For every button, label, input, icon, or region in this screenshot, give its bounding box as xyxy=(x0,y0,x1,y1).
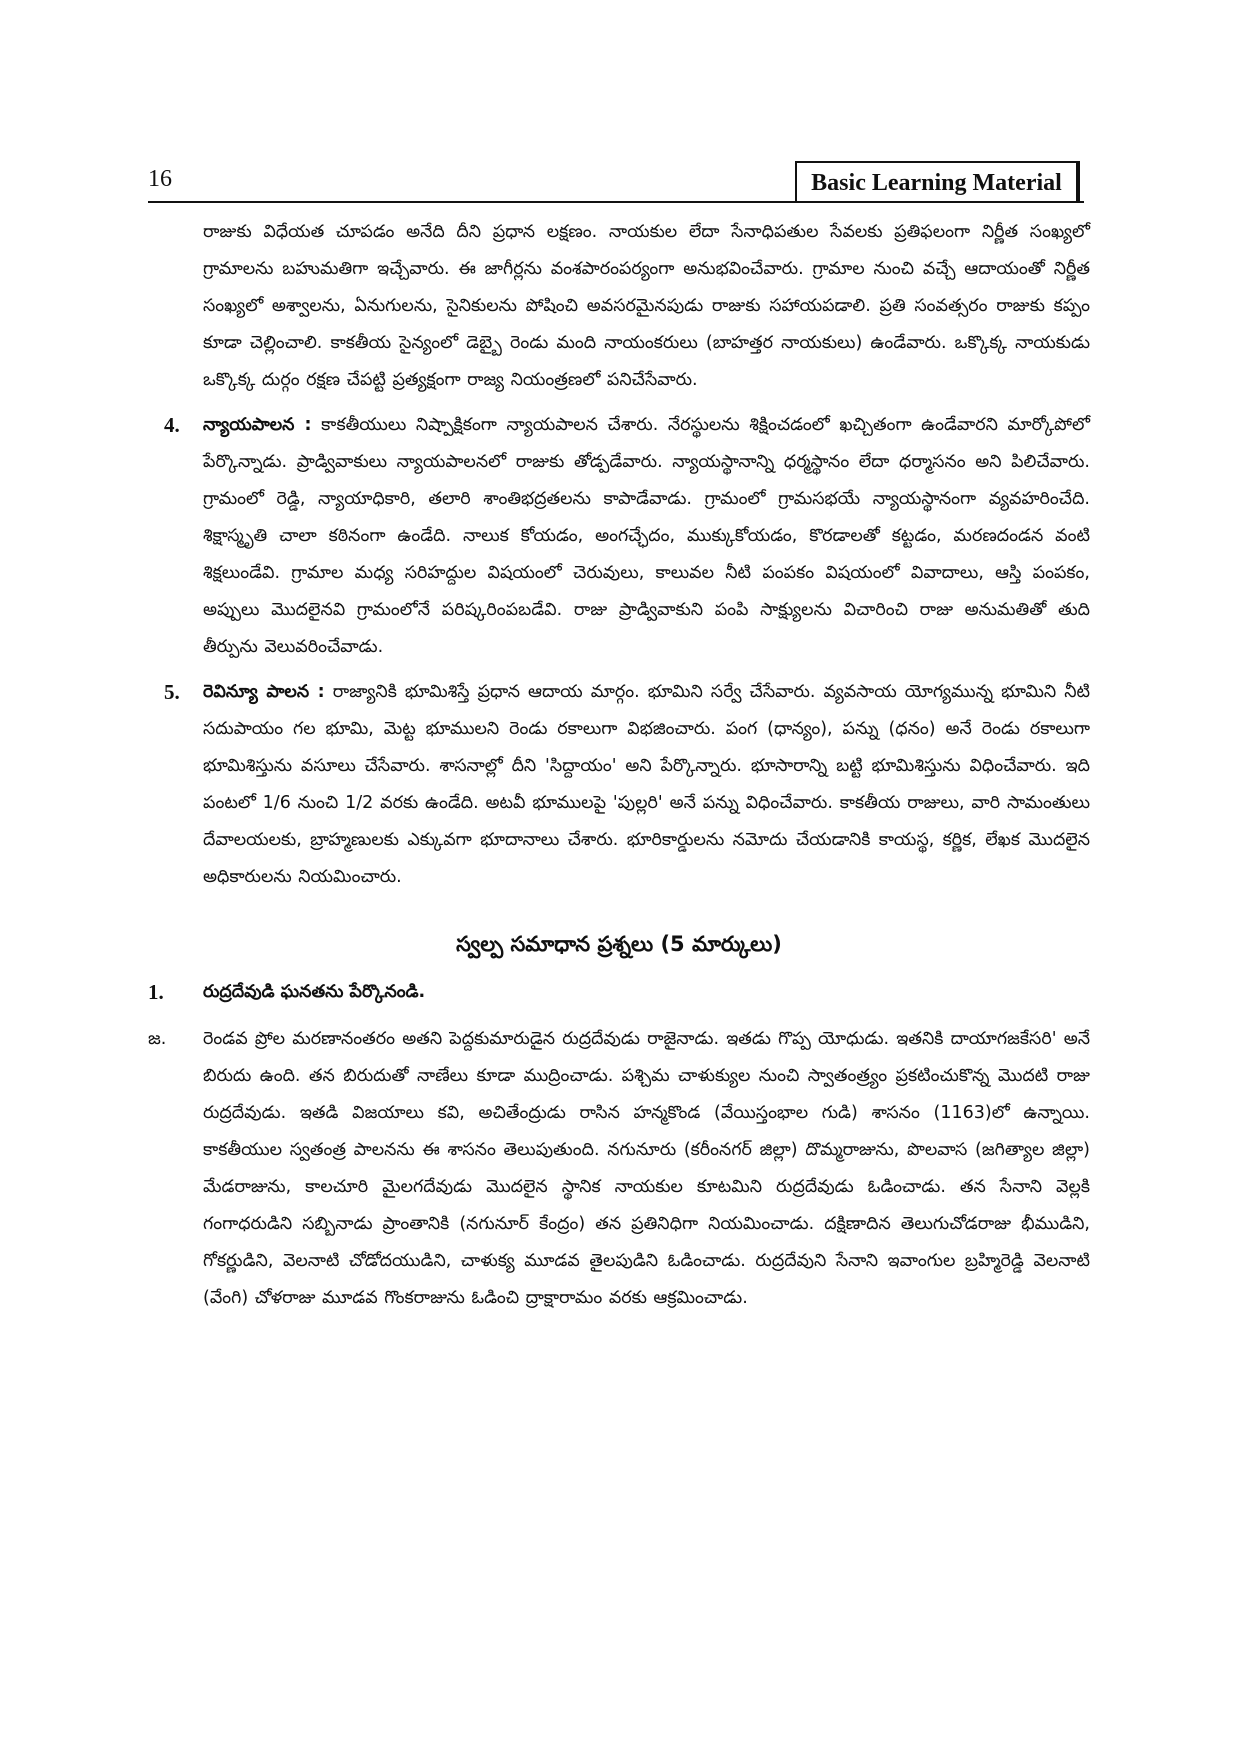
answer-text: రెండవ ప్రోల మరణానంతరం అతని పెద్దకుమారుడైన రుద్రదేవుడు రాజైనాడు. ఇతడు గొప్ప యోధుడు. ఇతనికి దాయాగజకేసరి' అనే బిరుదు ఉంది. తన బిరుదుతో నాణేలు కూడా ముద్రించాడు. పశ్చిమ చాళుక్యుల నుంచి స్వాతంత్ర్యం ప్రకటించుకొన్న మొదటి రాజు రుద్రదేవుడు. ఇతడి విజయాలు కవి, అచితేంద్రుడు రాసిన హన్మకొండ (వేయిస్తంభాల గుడి) శాసనం (1163)లో ఉన్నాయి. కాకతీయుల స్వతంత్ర పాలనను ఈ శాసనం తెలుపుతుంది. నగునూరు (కరీంనగర్ జిల్లా) దొమ్మరాజును, పొలవాస (జగిత్యాల జిల్లా) మేడరాజును, కాలచూరి మైలగదేవుడు మొదలైన స్థానిక నాయకుల కూటమిని రుద్రదేవుడు ఓడించాడు. తన సేనాని వెల్లకి గంగాధరుడిని సబ్బినాడు ప్రాంతానికి (నగునూర్ కేంద్రం) తన ప్రతినిధిగా నియమించాడు. దక్షిణాదిన తెలుగుచోడరాజు భీముడిని, గోకర్ణుడిని, వెలనాటి చోడోదయుడిని, చాళుక్య మూడవ తైలపుడిని ఓడించాడు. రుద్రదేవుని సేనాని ఇవాంగుల బ్రహ్మిరెడ్డి వెలనాటి (వేంగి) చోళరాజు మూడవ గొంకరాజును ఓడించి ద్రాక్షారామం వరకు ఆక్రమించాడు. xyxy=(203,1029,1090,1308)
header-divider xyxy=(148,201,1084,203)
page-content xyxy=(148,214,1090,1317)
list-item-number: 5. xyxy=(164,680,180,704)
list-item-title: రెవిన్యూ పాలన : xyxy=(203,682,325,702)
answer xyxy=(148,1021,1090,1317)
question-text: రుద్రదేవుడి ఘనతను పేర్కొనండి. xyxy=(203,982,426,1002)
list-item-body xyxy=(203,407,1090,666)
list-item-text: రాజ్యానికి భూమిశిస్తే ప్రధాన ఆదాయ మార్గం. భూమిని సర్వే చేసేవారు. వ్యవసాయ యోగ్యమున్న భూమిని నీటి సదుపాయం గల భూమి, మెట్ట భూములని రెండు రకాలుగా విభజించారు. పంగ (ధాన్యం), పన్ను (ధనం) అనే రెండు రకాలుగా భూమిశిస్తును వసూలు చేసేవారు. శాసనాల్లో దీని 'సిద్దాయం' అని పేర్కొన్నారు. భూసారాన్ని బట్టి భూమిశిస్తును విధించేవారు. ఇది పంటలో 1/6 నుంచి 1/2 వరకు ఉండేది. అటవీ భూములపై 'పుల్లరి' అనే పన్ను విధించేవారు. కాకతీయ రాజులు, వారి సామంతులు దేవాలయలకు, బ్రాహ్మణులకు ఎక్కువగా భూదానాలు చేశారు. భూరికార్డులను నమోదు చేయడానికి కాయస్థ, కర్ణిక, లేఖక మొదలైన అధికారులను నియమించారు. xyxy=(203,682,1090,887)
question-number: 1. xyxy=(148,980,164,1004)
question xyxy=(148,974,1090,1011)
answer-label: జ. xyxy=(148,1029,167,1049)
running-header-title: Basic Learning Material xyxy=(795,161,1080,203)
section-heading: స్వల్ప సమాధాన ప్రశ్నలు (5 మార్కులు) xyxy=(456,932,782,956)
list-item-judicial xyxy=(148,407,1090,666)
list-item-title: న్యాయపాలన : xyxy=(203,415,312,435)
list-item-text: కాకతీయులు నిష్పాక్షికంగా న్యాయపాలన చేశారు. నేరస్థులను శిక్షించడంలో ఖచ్చితంగా ఉండేవారని మార్కోపోలో పేర్కొన్నాడు. ప్రాడ్వివాకులు న్యాయపాలనలో రాజుకు తోడ్పడేవారు. న్యాయస్థానాన్ని ధర్మస్థానం లేదా ధర్మాసనం అని పిలిచేవారు. గ్రామంలో రెడ్డి, న్యాయాధికారి, తలారి శాంతిభద్రతలను కాపాడేవాడు. గ్రామంలో గ్రామసభయే న్యాయస్థానంగా వ్యవహరించేది. శిక్షాస్మృతి చాలా కఠినంగా ఉండేది. నాలుక కోయడం, అంగచ్ఛేదం, ముక్కుకోయడం, కొరడాలతో కట్టడం, మరణదండన వంటి శిక్షలుండేవి. గ్రామాల మధ్య సరిహద్దుల విషయంలో చెరువులు, కాలువల నీటి పంపకం విషయంలో వివాదాలు, ఆస్తి పంపకం, అప్పులు మొదలైనవి గ్రామంలోనే పరిష్కరింపబడేవి. రాజు ప్రాడ్వివాకుని పంపి సాక్ష్యులను విచారించి రాజు అనుమతితో తుది తీర్పును వెలువరించేవాడు. xyxy=(203,415,1090,657)
list-item-revenue xyxy=(148,674,1090,896)
list-item-body xyxy=(203,674,1090,896)
intro-paragraph: రాజుకు విధేయత చూపడం అనేది దీని ప్రధాన లక్షణం. నాయకుల లేదా సేనాధిపతుల సేవలకు ప్రతిఫలంగా నిర్ణీత సంఖ్యలో గ్రామాలను బహుమతిగా ఇచ్చేవారు. ఈ జాగీర్లను వంశపారంపర్యంగా అనుభవించేవారు. గ్రామాల నుంచి వచ్చే ఆదాయంతో నిర్ణీత సంఖ్యలో అశ్వాలను, ఏనుగులను, సైనికులను పోషించి అవసరమైనపుడు రాజుకు సహాయపడాలి. ప్రతి సంవత్సరం రాజుకు కప్పం కూడా చెల్లించాలి. కాకతీయ సైన్యంలో డెబ్బై రెండు మంది నాయంకరులు (బాహత్తర నాయకులు) ఉండేవారు. ఒక్కొక్క నాయకుడు ఒక్కొక్క దుర్గం రక్షణ చేపట్టి ప్రత్యక్షంగా రాజ్య నియంత్రణలో పనిచేసేవారు. xyxy=(203,222,1090,390)
page-number: 16 xyxy=(148,166,172,192)
list-item-number: 4. xyxy=(164,413,180,437)
